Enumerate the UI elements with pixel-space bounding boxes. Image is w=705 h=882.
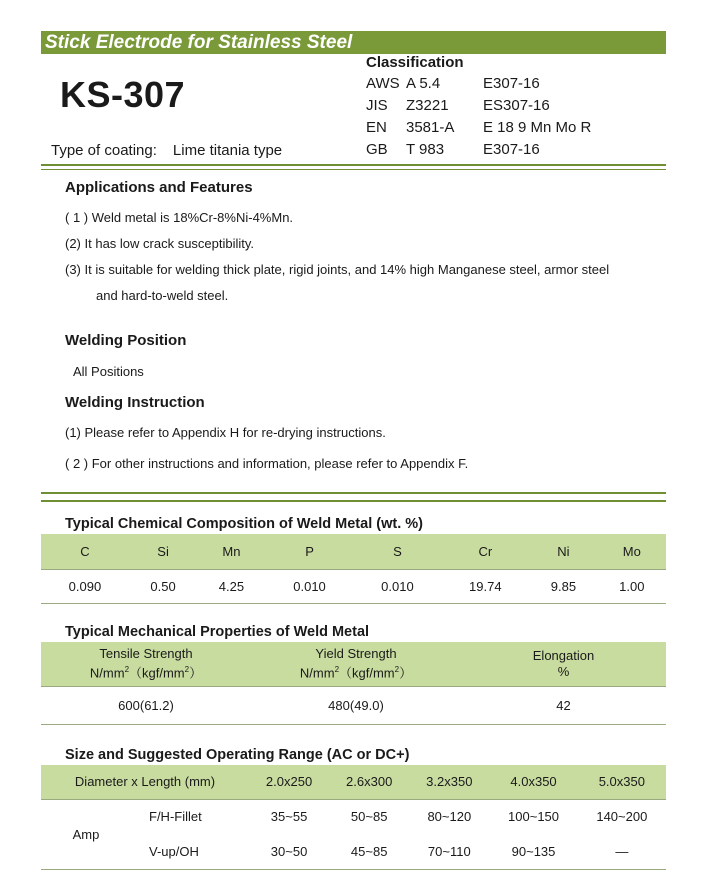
application-item: (3) It is suitable for welding thick plate, rigid joints, and 14% high Manganese steel, armor steel — [65, 262, 610, 277]
element-value: 4.25 — [218, 578, 245, 594]
unit-text: （kgf/mm — [339, 665, 395, 681]
size-header: 3.2x350 — [426, 774, 473, 790]
element-value: 9.85 — [550, 578, 577, 594]
element-header: Ni — [557, 543, 570, 559]
element-value: 0.090 — [68, 578, 102, 594]
unit-text: N/mm — [89, 665, 125, 681]
size-title: Size and Suggested Operating Range (AC or DC+) — [65, 747, 410, 763]
element-value: 19.74 — [469, 578, 502, 594]
amp-value: 90~135 — [511, 843, 556, 859]
element-value: 1.00 — [619, 578, 645, 594]
elongation-label: Elongation — [532, 647, 595, 663]
table-header-row — [41, 534, 666, 569]
table-row — [41, 686, 666, 724]
amp-value: 35~55 — [270, 809, 308, 825]
classification-title: Classification — [366, 54, 464, 71]
std-spec: 3581-A — [406, 119, 455, 136]
unit-text: ） — [189, 665, 203, 681]
amp-value: 45~85 — [350, 843, 388, 859]
element-header: S — [393, 543, 402, 559]
unit-text: N/mm — [299, 665, 335, 681]
unit-superscript: 2 — [394, 665, 400, 675]
std-grade: E307-16 — [483, 75, 540, 92]
std-spec: Z3221 — [406, 97, 449, 114]
amp-value: 30~50 — [270, 843, 308, 859]
unit-superscript: 2 — [184, 665, 190, 675]
welding-instruction-title: Welding Instruction — [65, 394, 205, 411]
std-name: JIS — [366, 97, 388, 114]
element-header: Mn — [222, 543, 241, 559]
element-header: P — [305, 543, 314, 559]
yield-value: 480(49.0) — [328, 697, 384, 713]
diameter-label: Diameter x Length (mm) — [74, 774, 216, 790]
std-spec: T 983 — [406, 141, 445, 158]
std-name: GB — [366, 141, 388, 158]
element-value: 0.50 — [150, 578, 176, 594]
element-value: 0.010 — [293, 578, 326, 594]
header-divider — [41, 164, 666, 166]
std-spec: A 5.4 — [406, 75, 441, 92]
mechanical-title: Typical Mechanical Properties of Weld Metal — [65, 624, 370, 640]
element-header: Si — [157, 543, 169, 559]
chemical-table — [41, 534, 666, 604]
yield-unit — [251, 662, 461, 681]
std-name: EN — [366, 119, 387, 136]
std-grade: ES307-16 — [483, 97, 550, 114]
elongation-unit: % — [557, 663, 570, 679]
yield-header — [251, 642, 461, 686]
tensile-value: 600(61.2) — [118, 697, 174, 713]
amp-value: 50~85 — [350, 809, 388, 825]
welding-position-title: Welding Position — [65, 332, 187, 349]
std-name: AWS — [366, 75, 400, 92]
banner-title: Stick Electrode for Stainless Steel — [45, 32, 353, 53]
table-row — [41, 834, 666, 869]
size-header: 4.0x350 — [510, 774, 557, 790]
table-header-row — [41, 642, 666, 686]
size-header: 2.6x300 — [346, 774, 393, 790]
coating-line — [51, 142, 282, 159]
std-grade: E307-16 — [483, 141, 540, 158]
elongation-value: 42 — [556, 697, 571, 713]
yield-label: Yield Strength — [315, 646, 397, 662]
elongation-header — [461, 642, 666, 686]
section-divider — [41, 492, 666, 494]
application-item: and hard-to-weld steel. — [96, 288, 229, 303]
unit-text: ） — [399, 665, 413, 681]
unit-superscript: 2 — [124, 665, 130, 675]
table-header-row — [41, 765, 666, 799]
header-divider-thin — [41, 169, 666, 170]
application-item: ( 1 ) Weld metal is 18%Cr-8%Ni-4%Mn. — [65, 210, 294, 225]
mechanical-table — [41, 642, 666, 725]
position-label: V-up/OH — [149, 843, 199, 859]
tensile-unit — [41, 662, 251, 681]
size-header: 2.0x250 — [265, 774, 313, 790]
instruction-item: ( 2 ) For other instructions and information, please refer to Appendix F. — [65, 456, 469, 471]
unit-text: （kgf/mm — [129, 665, 185, 681]
section-divider — [41, 500, 666, 502]
element-header: Mo — [622, 543, 641, 559]
size-header: 5.0x350 — [598, 774, 645, 790]
amp-value: — — [615, 843, 629, 859]
amp-value: 70~110 — [427, 843, 471, 859]
size-table — [41, 765, 666, 870]
unit-superscript: 2 — [334, 665, 340, 675]
amp-value: 100~150 — [508, 809, 560, 825]
element-value: 0.010 — [381, 578, 414, 594]
welding-position-value: All Positions — [73, 364, 144, 379]
element-header: Cr — [478, 543, 493, 559]
table-row — [41, 569, 666, 603]
tensile-header — [41, 642, 251, 686]
chemical-title: Typical Chemical Composition of Weld Metal (wt. %) — [65, 516, 423, 532]
applications-title: Applications and Features — [65, 179, 253, 196]
tensile-label: Tensile Strength — [99, 646, 193, 662]
application-item: (2) It has low crack susceptibility. — [65, 236, 255, 251]
element-header: C — [80, 543, 90, 559]
amp-value: 140~200 — [596, 809, 648, 825]
coating-label: Type of coating: — [51, 142, 157, 159]
amp-label: Amp — [41, 799, 131, 869]
position-label: F/H-Fillet — [149, 809, 202, 825]
instruction-item: (1) Please refer to Appendix H for re-drying instructions. — [65, 425, 386, 440]
product-name: KS-307 — [60, 74, 186, 115]
coating-value: Lime titania type — [172, 142, 283, 159]
table-row — [41, 799, 666, 834]
amp-value: 80~120 — [427, 809, 472, 825]
std-grade: E 18 9 Mn Mo R — [483, 119, 592, 136]
